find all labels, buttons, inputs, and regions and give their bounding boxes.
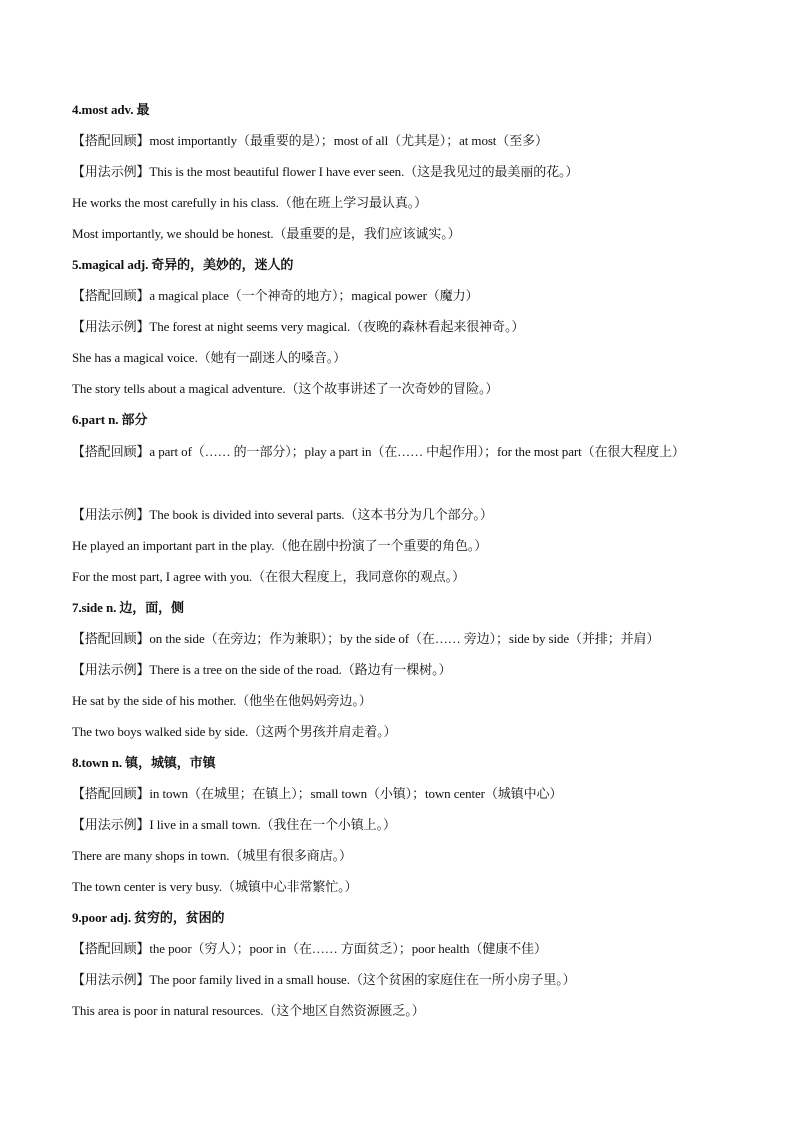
example-line: 【用法示例】The forest at night seems very magical.（夜晚的森林看起来很神奇。） xyxy=(72,319,525,334)
entry-heading-poor: 9.poor adj. 贫穷的，贫困的 xyxy=(72,910,225,925)
collocation-line: 【搭配回顾】a part of（…… 的一部分）；play a part in（在…… 中起作用）；for the most part（在很大程度上） xyxy=(72,444,685,459)
example-line: He played an important part in the play.（他在剧中扮演了一个重要的角色。） xyxy=(72,538,488,553)
example-line: The two boys walked side by side.（这两个男孩并肩走着。） xyxy=(72,724,397,739)
collocation-line: 【搭配回顾】the poor（穷人）；poor in（在…… 方面贫乏）；poor health（健康不佳） xyxy=(72,941,547,956)
entry-heading-side: 7.side n. 边，面，侧 xyxy=(72,600,184,615)
collocation-line: 【搭配回顾】in town（在城里；在镇上）；small town（小镇）；town center（城镇中心） xyxy=(72,786,563,801)
example-line: He sat by the side of his mother.（他坐在他妈妈旁边。） xyxy=(72,693,372,708)
example-line: The town center is very busy.（城镇中心非常繁忙。） xyxy=(72,879,358,894)
entry-heading-magical: 5.magical adj. 奇异的，美妙的，迷人的 xyxy=(72,257,294,272)
example-line: The story tells about a magical adventure.（这个故事讲述了一次奇妙的冒险。） xyxy=(72,381,499,396)
entry-heading-town: 8.town n. 镇，城镇，市镇 xyxy=(72,755,216,770)
example-line: 【用法示例】The book is divided into several parts.（这本书分为几个部分。） xyxy=(72,507,493,522)
collocation-line: 【搭配回顾】most importantly（最重要的是）；most of all（尤其是）；at most（至多） xyxy=(72,133,548,148)
example-line: 【用法示例】I live in a small town.（我住在一个小镇上。） xyxy=(72,817,396,832)
example-line: He works the most carefully in his class.（他在班上学习最认真。） xyxy=(72,195,428,210)
collocation-line: 【搭配回顾】on the side（在旁边；作为兼职）；by the side of（在…… 旁边）；side by side（并排；并肩） xyxy=(72,631,660,646)
entry-heading-part: 6.part n. 部分 xyxy=(72,412,148,427)
example-line: For the most part, I agree with you.（在很大程度上，我同意你的观点。） xyxy=(72,569,465,584)
example-line: This area is poor in natural resources.（这个地区自然资源匮乏。） xyxy=(72,1003,425,1018)
collocation-line: 【搭配回顾】a magical place（一个神奇的地方）；magical power（魔力） xyxy=(72,288,479,303)
example-line: 【用法示例】This is the most beautiful flower I have ever seen.（这是我见过的最美丽的花。） xyxy=(72,164,579,179)
example-line: Most importantly, we should be honest.（最重要的是，我们应该诚实。） xyxy=(72,226,461,241)
example-line: 【用法示例】The poor family lived in a small house.（这个贫困的家庭住在一所小房子里。） xyxy=(72,972,576,987)
example-line: She has a magical voice.（她有一副迷人的嗓音。） xyxy=(72,350,347,365)
example-line: 【用法示例】There is a tree on the side of the road.（路边有一棵树。） xyxy=(72,662,452,677)
entry-heading-most: 4.most adv. 最 xyxy=(72,102,150,117)
example-line: There are many shops in town.（城里有很多商店。） xyxy=(72,848,352,863)
